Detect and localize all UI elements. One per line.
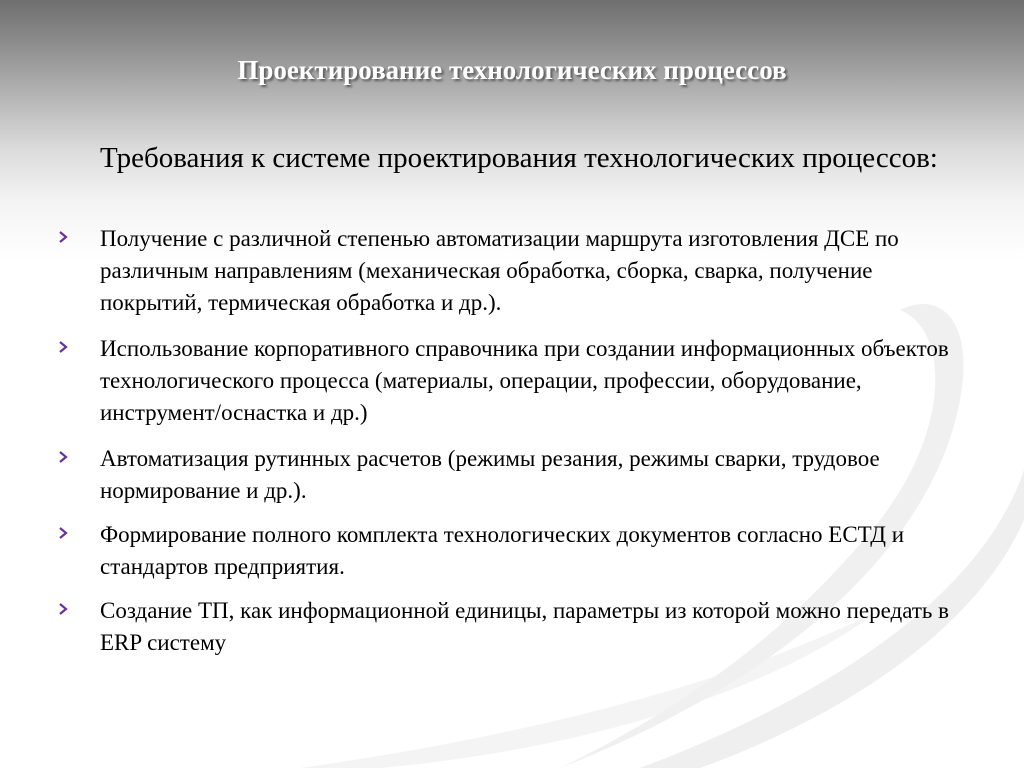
slide-subtitle: Требования к системе проектирования технологических процессов: — [100, 142, 938, 174]
list-item — [55, 443, 975, 507]
list-item — [55, 223, 975, 319]
chevron-right-icon — [57, 447, 71, 467]
slide-title: Проектирование технологических процессов — [237, 55, 787, 85]
chevron-right-icon — [57, 227, 71, 247]
bullet-text: Создание ТП, как информационной единицы, параметры из которой можно передать в ERP систему — [100, 598, 949, 655]
list-item — [55, 519, 975, 583]
chevron-right-icon — [57, 523, 71, 543]
list-item — [55, 333, 975, 429]
bullet-text: Получение с различной степенью автоматизации маршрута изготовления ДСЕ по различным направлениям (механическая обработка, сборка, сварка, получение покрытий, термическая обработка и др.). — [100, 226, 899, 315]
bullet-text: Использование корпоративного справочника при создании информационных объектов технологического процесса (материалы, операции, профессии, оборудование, инструмент/оснастка и др.) — [100, 336, 949, 425]
bullet-list — [55, 223, 975, 669]
chevron-right-icon — [57, 337, 71, 357]
list-item — [55, 595, 975, 659]
bullet-text: Формирование полного комплекта технологических документов согласно ЕСТД и стандартов предприятия. — [100, 522, 905, 579]
chevron-right-icon — [57, 599, 71, 619]
bullet-text: Автоматизация рутинных расчетов (режимы резания, режимы сварки, трудовое нормирование и др.). — [100, 446, 880, 503]
